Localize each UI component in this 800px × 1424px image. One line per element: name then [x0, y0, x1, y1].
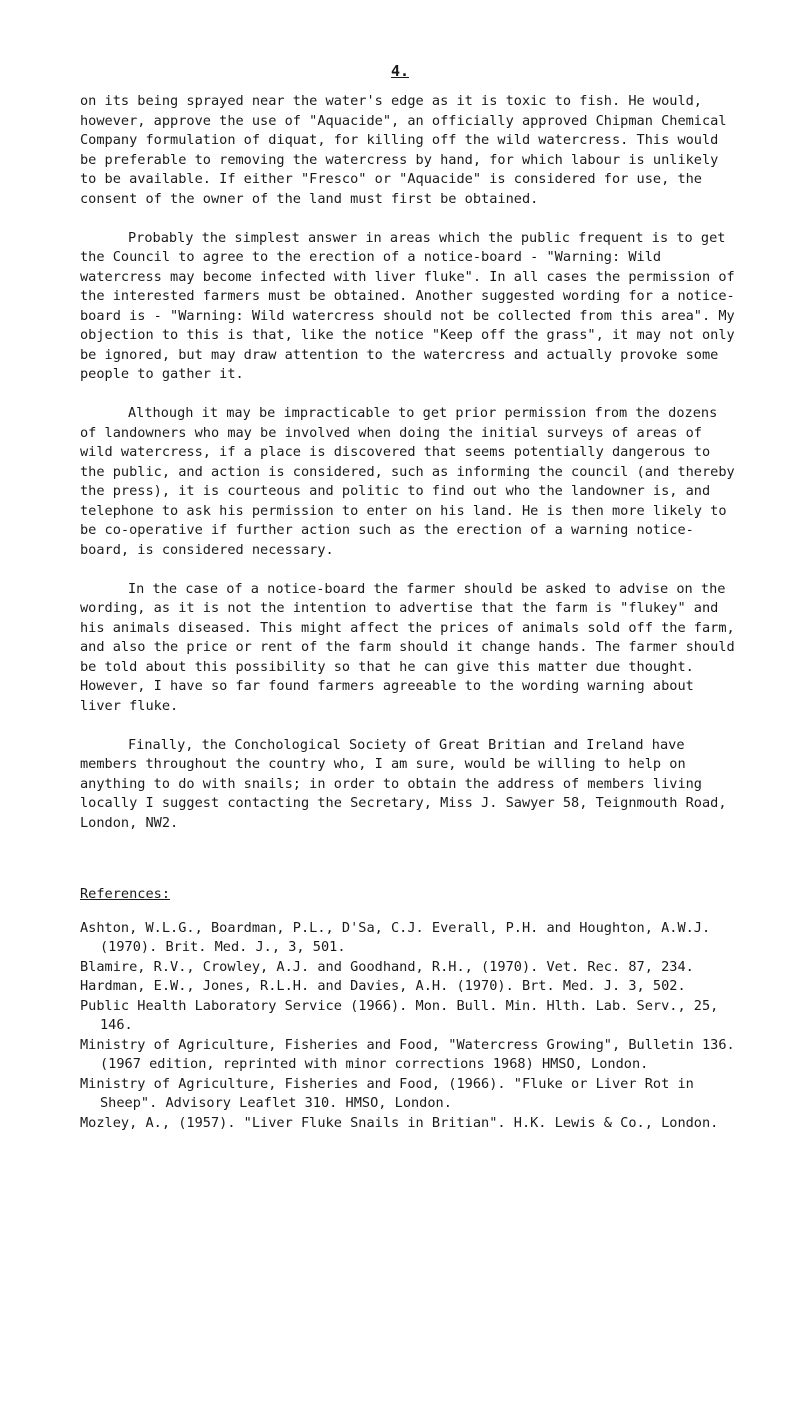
- reference-item: Ashton, W.L.G., Boardman, P.L., D'Sa, C.J. Everall, P.H. and Houghton, A.W.J. (1970). Brit. Med. J., 3, 501.: [80, 919, 711, 955]
- paragraph-continuation: on its being sprayed near the water's edge as it is toxic to fish. He would, however, approve the use of "Aquacide", an officially approved Chipman Chemical Company formulation of diquat, for killing off the wild watercress. This would be preferable to removing the watercress by hand, for which labour is unlikely to be available. If either "Fresco" or "Aquacide" is considered for use, the consent of the owner of the land must first be obtained.: [80, 93, 727, 207]
- reference-item: Blamire, R.V., Crowley, A.J. and Goodhand, R.H., (1970). Vet. Rec. 87, 234.: [80, 958, 694, 975]
- reference-item: Ministry of Agriculture, Fisheries and Food, "Watercress Growing", Bulletin 136. (1967 edition, reprinted with minor corrections 1968) HMSO, London.: [80, 1036, 735, 1072]
- paragraph-conchological-society: Finally, the Conchological Society of Great Britian and Ireland have members throughout the country who, I am sure, would be willing to help on anything to do with snails; in order to obtain the address of members living locally I suggest contacting the Secretary, Miss J. Sawyer 58, Teignmouth Road, London, NW2.: [80, 736, 727, 831]
- paragraph-farmer-wording: In the case of a notice-board the farmer should be asked to advise on the wording, as it is not the intention to advertise that the farm is "flukey" and his animals diseased. This might affect the prices of animals sold off the farm, and also the price or rent of the farm should it change hands. The farmer should be told about this possibility so that he can give this matter due thought. However, I have so far found farmers agreeable to the wording warning about liver fluke.: [80, 580, 735, 714]
- reference-item: Hardman, E.W., Jones, R.L.H. and Davies, A.H. (1970). Brt. Med. J. 3, 502.: [80, 978, 686, 994]
- references-list: [80, 919, 740, 1134]
- reference-item: Mozley, A., (1957). "Liver Fluke Snails in Britian". H.K. Lewis & Co., London.: [80, 1114, 719, 1131]
- document-body: [80, 92, 740, 1133]
- reference-item: Ministry of Agriculture, Fisheries and Food, (1966). "Fluke or Liver Rot in Sheep". Advisory Leaflet 310. HMSO, London.: [80, 1075, 694, 1111]
- page-number: 4.: [390, 62, 410, 80]
- reference-item: Public Health Laboratory Service (1966). Mon. Bull. Min. Hlth. Lab. Serv., 25, 146.: [80, 997, 719, 1033]
- paragraph-landowner-permission: Although it may be impracticable to get prior permission from the dozens of landowners who may be involved when doing the initial surveys of areas of wild watercress, if a place is discovered that seems potentially dangerous to the public, and action is considered, such as informing the council (and thereby the press), it is courteous and politic to find out who the landowner is, and telephone to ask his permission to enter on his land. He is then more likely to be co-operative if further action such as the erection of a warning notice-board, is considered necessary.: [80, 405, 735, 558]
- paragraph-notice-board: Probably the simplest answer in areas which the public frequent is to get the Council to agree to the erection of a notice-board - "Warning: Wild watercress may become infected with liver fluke". In all cases the permission of the interested farmers must be obtained. Another suggested wording for a notice-board is - "Warning: Wild watercress should not be collected from this area". My objection to this is that, like the notice "Keep off the grass", it may not only be ignored, but may draw attention to the watercress and actually provoke some people to gather it.: [80, 229, 735, 382]
- references-heading: References:: [80, 886, 171, 902]
